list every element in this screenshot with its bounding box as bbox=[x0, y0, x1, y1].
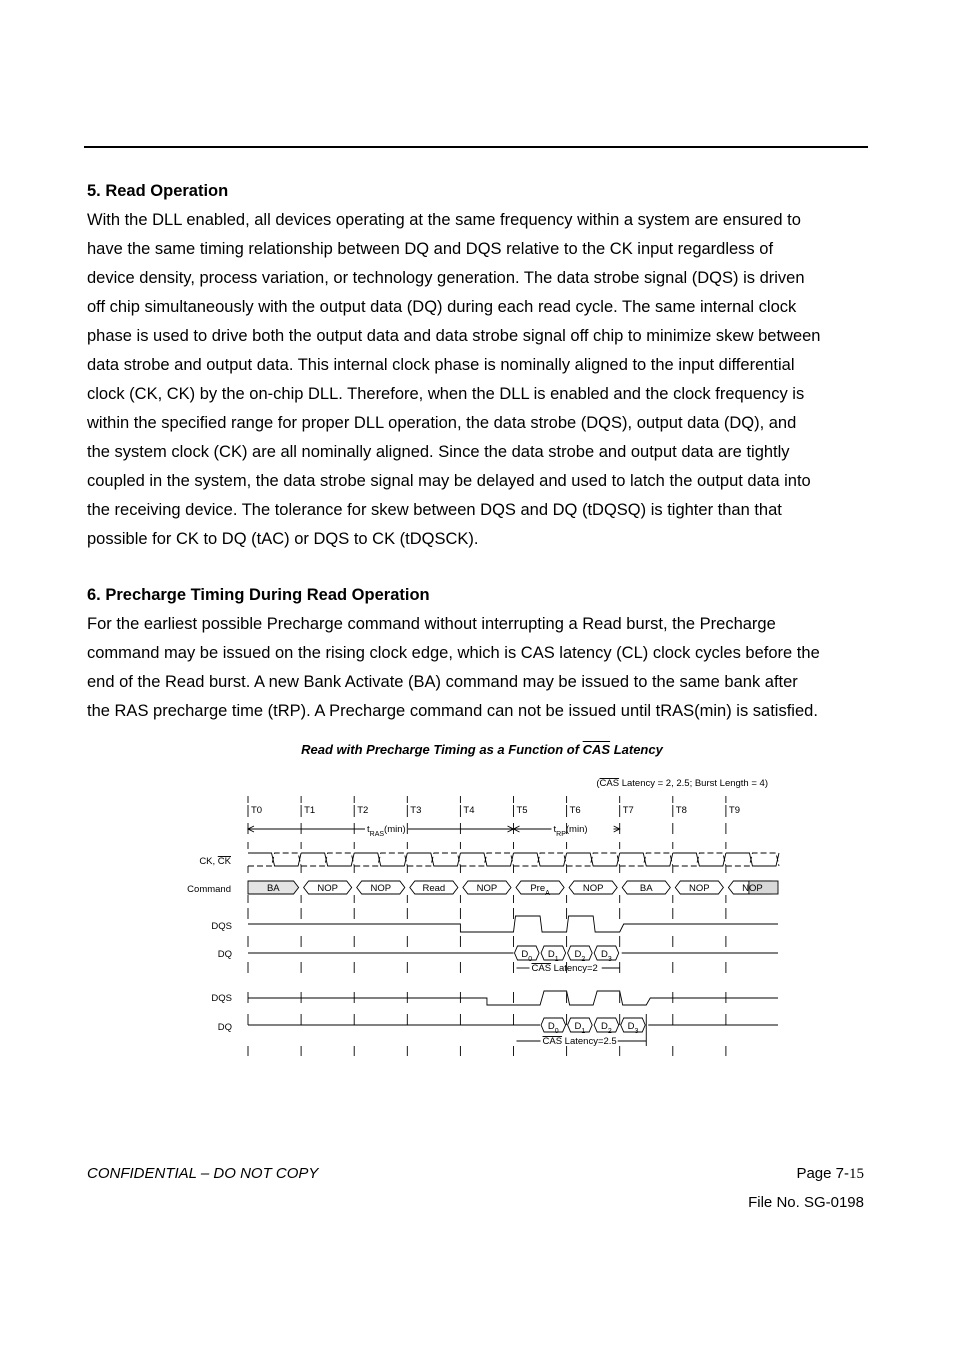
dqs1-waveform bbox=[248, 916, 778, 932]
section-5-line: data strobe and output data. This internal clock phase is nominally aligned to the input differential bbox=[87, 356, 795, 374]
clock-label-T1: T1 bbox=[304, 805, 316, 816]
dq1-data-label: $D_2$ bbox=[574, 949, 586, 963]
figure-title-text: Read with Precharge Timing as a Function of bbox=[301, 742, 583, 757]
section-5-line: the system clock (CK) are all nominally aligned. Since the data strobe and output data are tightly bbox=[87, 443, 790, 461]
dq1-data-label: $D_3$ bbox=[601, 949, 612, 963]
latency-note: (CAS Latency = 2, 2.5; Burst Length = 4) bbox=[596, 778, 768, 789]
command-label-NOP: NOP bbox=[742, 883, 763, 894]
command-label-NOP: NOP bbox=[689, 883, 710, 894]
section-5-line: off chip simultaneously with the output data (DQ) during each read cycle. The same internal clock bbox=[87, 298, 797, 316]
dqs2-waveform bbox=[248, 991, 778, 1005]
diagram-labels bbox=[187, 778, 768, 1047]
dq2-label: DQ bbox=[217, 1022, 232, 1033]
section-5-line: the receiving device. The tolerance for skew between DQS and DQ (tDQSQ) is tighter than that bbox=[87, 501, 782, 519]
command-label-NOP: NOP bbox=[370, 883, 392, 894]
section-5-line: With the DLL enabled, all devices operating at the same frequency within a system are ensured to bbox=[87, 211, 801, 229]
page-number bbox=[796, 1165, 864, 1183]
page-num: 15 bbox=[849, 1166, 864, 1182]
command-label-Read: Read bbox=[422, 883, 446, 894]
dqs2-label: DQS bbox=[211, 993, 232, 1004]
section-5-line: possible for CK to DQ (tAC) or DQS to CK (tDQSCK). bbox=[87, 530, 479, 548]
section-5-line: device density, process variation, or technology generation. The data strobe signal (DQS) is driven bbox=[87, 269, 805, 287]
section-6-line: end of the Read burst. A new Bank Activate (BA) command may be issued to the same bank after bbox=[87, 673, 798, 691]
command-label-NOP: NOP bbox=[582, 883, 604, 894]
cl2-label: CAS Latency=2 bbox=[531, 963, 598, 974]
section-5-line: have the same timing relationship between DQ and DQS relative to the CK input regardless of bbox=[87, 240, 774, 258]
tras-label: $t_{RAS}(\min)$ bbox=[367, 824, 406, 838]
page-prefix: Page 7- bbox=[796, 1165, 849, 1182]
dq1-label: DQ bbox=[217, 949, 232, 960]
ck-label: CK, CK bbox=[199, 856, 231, 867]
dq2-data-label: $D_0$ bbox=[547, 1021, 559, 1035]
command-label-BA: BA bbox=[639, 883, 653, 894]
section-5-line: clock (CK, CK) by the on-chip DLL. Therefore, when the DLL is enabled and the clock frequency is bbox=[87, 385, 805, 403]
clock-label-T6: T6 bbox=[569, 805, 581, 816]
dq1-data-label: $D_1$ bbox=[547, 949, 559, 963]
clock-label-T2: T2 bbox=[357, 805, 369, 816]
trp-label: $t_{RP}(\min)$ bbox=[553, 824, 588, 838]
command-label: Command bbox=[187, 884, 231, 895]
command-label-NOP: NOP bbox=[476, 883, 498, 894]
cl25-label: CAS Latency=2.5 bbox=[542, 1036, 617, 1047]
section-5-line: phase is used to drive both the output data and data strobe signal off chip to minimize skew between bbox=[87, 327, 821, 345]
tick-marks bbox=[248, 796, 726, 1056]
clock-label-T8: T8 bbox=[675, 805, 687, 816]
ck-waveform bbox=[248, 853, 779, 866]
command-label-NOP: NOP bbox=[317, 883, 338, 894]
clock-label-T4: T4 bbox=[463, 805, 475, 816]
section-5-line: within the specified range for proper DLL operation, the data strobe (DQS), output data (DQ), and bbox=[87, 414, 797, 432]
section-6-line: the RAS precharge time (tRP). A Precharge command can not be issued until tRAS(min) is satisfied. bbox=[87, 702, 818, 720]
clock-label-T5: T5 bbox=[516, 805, 528, 816]
file-number: File No. SG-0198 bbox=[748, 1194, 864, 1211]
section-5-heading: 5. Read Operation bbox=[87, 182, 229, 200]
figure-title-tail: Latency bbox=[610, 742, 663, 757]
clock-label-T9: T9 bbox=[728, 805, 740, 816]
command-label-Pre: Pre$_A$ bbox=[530, 883, 550, 897]
dq1-data-label: $D_0$ bbox=[521, 949, 533, 963]
dq2-data-label: $D_2$ bbox=[601, 1021, 612, 1035]
section-6-heading: 6. Precharge Timing During Read Operation bbox=[87, 586, 430, 604]
clock-label-T7: T7 bbox=[622, 805, 634, 816]
command-label-BA: BA bbox=[266, 883, 280, 894]
clock-label-T0: T0 bbox=[251, 805, 263, 816]
section-5-line: coupled in the system, the data strobe signal may be delayed and used to latch the output data into bbox=[87, 472, 811, 490]
section-6-line: command may be issued on the rising clock edge, which is CAS latency (CL) clock cycles before the bbox=[87, 644, 820, 662]
figure-title-cas: $\overline{CAS}$ bbox=[582, 742, 611, 757]
clock-label-T3: T3 bbox=[410, 805, 422, 816]
confidential-notice: CONFIDENTIAL – DO NOT COPY bbox=[87, 1165, 319, 1182]
section-6-line: For the earliest possible Precharge command without interrupting a Read burst, the Precharge bbox=[87, 615, 776, 633]
dqs1-label: DQS bbox=[211, 921, 232, 932]
dq2-data-label: $D_3$ bbox=[627, 1021, 639, 1035]
dq2-data-label: $D_1$ bbox=[574, 1021, 586, 1035]
